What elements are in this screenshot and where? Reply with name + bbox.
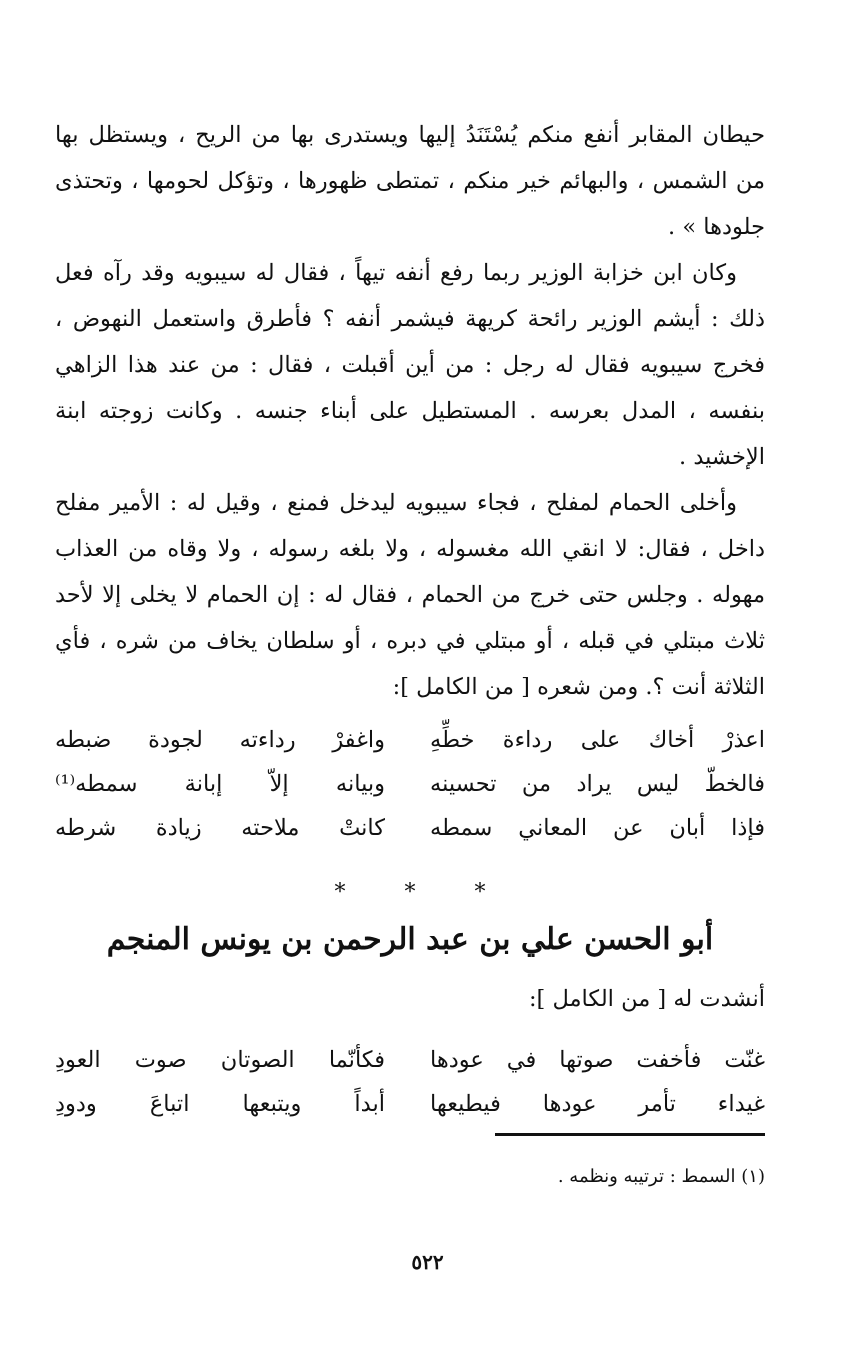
verse-line bbox=[55, 1082, 765, 1126]
first-hemistich: فإذا أبان عن المعاني سمطه bbox=[430, 815, 765, 841]
second-hemistich: فكأنّما الصوتان صوت العودِ bbox=[55, 1047, 385, 1073]
first-hemistich: اعذرْ أخاك على رداءة خطِّهِ bbox=[430, 727, 765, 753]
first-hemistich: غنّت فأخفت صوتها في عودها bbox=[430, 1047, 765, 1073]
verse-line bbox=[55, 1038, 765, 1082]
second-hemistich: أبداً ويتبعها اتباعَ ودودِ bbox=[55, 1091, 385, 1117]
poem bbox=[55, 718, 765, 850]
poem bbox=[55, 1038, 765, 1126]
section-heading: أبو الحسن علي بن عبد الرحمن بن يونس المنجم bbox=[106, 922, 714, 957]
first-hemistich: غيداء تأمر عودها فيطيعها bbox=[430, 1091, 765, 1117]
paragraph: وكان ابن خزابة الوزير ربما رفع أنفه تيهاً ، فقال له سيبويه وقد رآه فعل ذلك : أيشم الوزير رائحة كريهة فيشمر أنفه ؟ فأطرق واستعمل النهوض ، فخرج سيبويه فقال له رجل : من أين أقبلت ، فقال : من عند هذا الزاهي بنفسه ، المدل بعرسه . المستطيل على أبناء جنسه . وكانت زوجته ابنة الإخشيد . bbox=[55, 260, 765, 470]
footnote: (١) السمط : ترتيبه ونظمه . bbox=[557, 1166, 765, 1187]
first-hemistich: فالخطّ ليس يراد من تحسينه bbox=[430, 771, 765, 797]
section-separator: * * * bbox=[334, 880, 512, 905]
page-number: ٥٢٢ bbox=[411, 1250, 444, 1274]
verse-line bbox=[55, 718, 765, 762]
paragraph: حيطان المقابر أنفع منكم يُسْتَنَدُ إليها ويستدرى بها من الريح ، ويستظل بها من الشمس ، والبهائم خير منكم ، تمتطى ظهورها ، وتؤكل لحومها ، وتحتذى جلودها » . bbox=[55, 122, 765, 240]
verse-line bbox=[55, 762, 765, 806]
second-hemistich: وبيانه إلاّ إبانة سمطه⁽¹⁾ bbox=[55, 771, 385, 797]
second-hemistich: واغفرْ رداءته لجودة ضبطه bbox=[55, 727, 385, 753]
paragraph: وأخلى الحمام لمفلح ، فجاء سيبويه ليدخل فمنع ، وقيل له : الأمير مفلح داخل ، فقال: لا انقي الله مغسوله ، ولا بلغه رسوله ، ولا وقاه من العذاب مهوله . وجلس حتى خرج من الحمام ، فقال له : إن الحمام لا يخلى إلا لأحد ثلاث مبتلي في قبله ، أو مبتلي في دبره ، أو سلطان يخاف من شره ، فأي الثلاثة أنت ؟. ومن شعره [ من الكامل ]: bbox=[55, 490, 765, 700]
verse-line bbox=[55, 806, 765, 850]
page-body bbox=[55, 112, 765, 1126]
poem-intro: أنشدت له [ من الكامل ]: bbox=[528, 986, 765, 1012]
second-hemistich: كانتْ ملاحته زيادة شرطه bbox=[55, 815, 385, 841]
footnote-rule bbox=[495, 1133, 765, 1136]
